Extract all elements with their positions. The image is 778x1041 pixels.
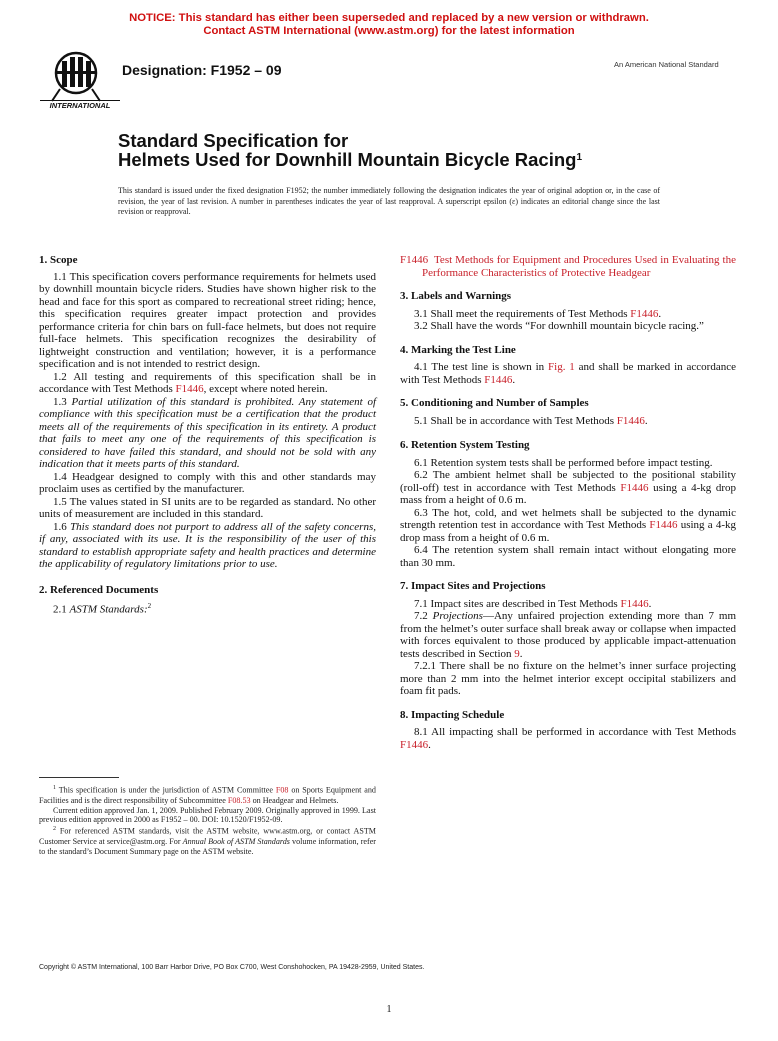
para-7-1: 7.1 Impact sites are described in Test Methods F1446. [414, 597, 652, 610]
section-2-heading: 2. Referenced Documents [39, 583, 159, 596]
withdrawal-notice [0, 12, 778, 38]
left-column [39, 254, 376, 616]
link-f1446[interactable]: F1446 [616, 414, 645, 427]
link-fig-1[interactable]: Fig. 1 [548, 361, 575, 373]
link-section-9[interactable]: 9 [514, 647, 520, 660]
para-1-2: 1.2 All testing and requirements of this specification shall be in accordance with Test Methods F1446, except where noted herein. [39, 370, 376, 395]
notice-line-2: Contact ASTM International (www.astm.org) for the latest information [203, 25, 575, 37]
para-4-1: 4.1 The test line is shown in Fig. 1 and shall be marked in accordance with Test Methods F1446. [400, 361, 736, 386]
footnote-2: $^2$ For referenced ASTM standards, visit the ASTM website, www.astm.org, or contact ASTM Customer Service at service@astm.org. For Annual Book of ASTM Standards volume information, refer to the standard’s Document Summary page on the ASTM website. [39, 826, 376, 856]
para-6-1: 6.1 Retention system tests shall be performed before impact testing. [414, 456, 713, 469]
section-4-heading: 4. Marking the Test Line [400, 343, 516, 356]
footnote-rule [39, 777, 119, 778]
issuance-note: This standard is issued under the fixed designation F1952; the number immediately following the designation indicates the year of original adoption or, in the case of revision, the year of last revision. A number in parentheses indicates the year of last reapproval. A superscript epsilon (ε) indicates an editorial change since the last revision or reapproval. [118, 186, 660, 216]
section-5-heading: 5. Conditioning and Number of Samples [400, 397, 589, 409]
para-5-1: 5.1 Shall be in accordance with Test Methods F1446. [414, 414, 648, 427]
para-3-2: 3.2 Shall have the words “For downhill mountain bicycle racing.” [414, 320, 704, 332]
link-f08-53[interactable]: F08.53 [227, 795, 251, 805]
title-footnote-mark: 1 [576, 152, 583, 163]
para-6-2: 6.2 The ambient helmet shall be subjected to the positional stability (roll-off) test in accordance with Test Methods F1446 using a 4-kg drop mass from a height of 0.6 m. [400, 469, 736, 506]
para-1-6: 1.6 This standard does not purport to address all of the safety concerns, if any, associated with its use. It is the responsibility of the user of this standard to establish appropriate safety and health practices and determine the applicability of regulatory limitations prior to use. [39, 520, 376, 570]
reference-f1446 [400, 254, 736, 279]
section-1-heading: 1. Scope [39, 254, 78, 266]
reference-title[interactable]: Test Methods for Equipment and Procedures Used in Evaluating the Performance Characteristics of Protective Headgear [422, 254, 736, 279]
title-line-1: Standard Specification for [118, 130, 349, 151]
section-6-heading: 6. Retention System Testing [400, 439, 530, 451]
section-8-heading: 8. Impacting Schedule [400, 708, 505, 721]
para-3-1: 3.1 Shall meet the requirements of Test Methods F1446. [414, 307, 662, 320]
para-1-3: 1.3 Partial utilization of this standard is prohibited. Any statement of compliance with this specification must be a certification that the product meets all of the requirements of this specification in its entirety. A product that fails to meet any one of the requirements of this specification is considered to have failed this standard, and should not be sold with any indication that it meets parts of this standard. [39, 395, 376, 470]
link-f1446[interactable]: F1446 [630, 307, 659, 320]
copyright-footer: Copyright © ASTM International, 100 Barr Harbor Drive, PO Box C700, West Conshohocken, PA 19428-2959, United States. [39, 964, 425, 971]
section-3-heading: 3. Labels and Warnings [400, 290, 512, 302]
right-column [400, 254, 736, 751]
section-7-heading: 7. Impact Sites and Projections [400, 580, 546, 592]
para-8-1: 8.1 All impacting shall be performed in accordance with Test Methods F1446. [400, 726, 736, 751]
link-f1446[interactable]: F1446 [484, 373, 513, 386]
notice-line-1: NOTICE: This standard has either been superseded and replaced by a new version or withdrawn. [129, 12, 649, 24]
link-f1446[interactable]: F1446 [649, 519, 678, 531]
para-6-3: 6.3 The hot, cold, and wet helmets shall be subjected to the dynamic strength retention test in accordance with Test Methods F1446 using a 4-kg drop mass from a height of 0.6 m. [400, 506, 736, 544]
reference-code[interactable]: F1446 [400, 254, 429, 266]
para-7-2: 7.2 Projections—Any unfaired projection extending more than 7 mm from the helmet’s outer surface shall break away or collapse when impacted with forces equivalent to those produced by applicable impact-attenuation tests described in Section 9. [400, 610, 737, 660]
designation: Designation: F1952 – 09 [122, 62, 282, 78]
link-f1446[interactable]: F1446 [175, 383, 204, 395]
astm-logo [46, 51, 116, 109]
link-f1446[interactable]: F1446 [620, 597, 649, 610]
document-title [118, 131, 582, 169]
american-national-standard: An American National Standard [614, 60, 719, 69]
link-f1446[interactable]: F1446 [400, 738, 429, 751]
para-1-4: 1.4 Headgear designed to comply with this and other standards may proclaim uses as certified by the manufacturer. [39, 470, 376, 495]
para-7-2-1: 7.2.1 There shall be no fixture on the helmet’s inner surface projecting more than 2 mm into the helmet interior except occipital stabilizers and foam fit pads. [400, 660, 736, 697]
footnote-1: $^1$ This specification is under the jurisdiction of ASTM Committee F08 on Sports Equipment and Facilities and is the direct responsibility of Subcommittee F08.53 on Headgear and Helmets. [39, 785, 376, 805]
para-1-5: 1.5 The values stated in SI units are to be regarded as standard. No other units of measurement are included in this standard. [39, 495, 376, 520]
page-number: 1 [386, 1004, 392, 1015]
link-f08[interactable]: F08 [275, 785, 289, 795]
para-1-1: 1.1 This specification covers performance requirements for helmets used by downhill mountain bicycle riders. Studies have shown higher risk to the head and face for this sport as compared to recreational street riding; hence, this specification requires greater impact protection and provides performance criteria for chin bars on full-face helmets, but does not require full-face helmets. This specification recognizes the desirability of lightweight construction and ventilation; however, it is a performance specification and is not intended to restrict design. [39, 270, 376, 370]
para-2-1: 2.1 ASTM Standards:$^2$ [53, 602, 152, 616]
logo-caption: INTERNATIONAL [40, 100, 120, 110]
para-6-4: 6.4 The retention system shall remain intact without elongating more than 30 mm. [400, 544, 736, 569]
link-f1446[interactable]: F1446 [620, 481, 649, 494]
footnotes [39, 784, 376, 857]
title-line-2: Helmets Used for Downhill Mountain Bicycle Racing [118, 149, 577, 170]
footnote-1-edition: Current edition approved Jan. 1, 2009. Published February 2009. Originally approved in 1999. Last previous edition approved in 2000 as F1952 – 00. DOI: 10.1520/F1952-09. [39, 805, 376, 825]
